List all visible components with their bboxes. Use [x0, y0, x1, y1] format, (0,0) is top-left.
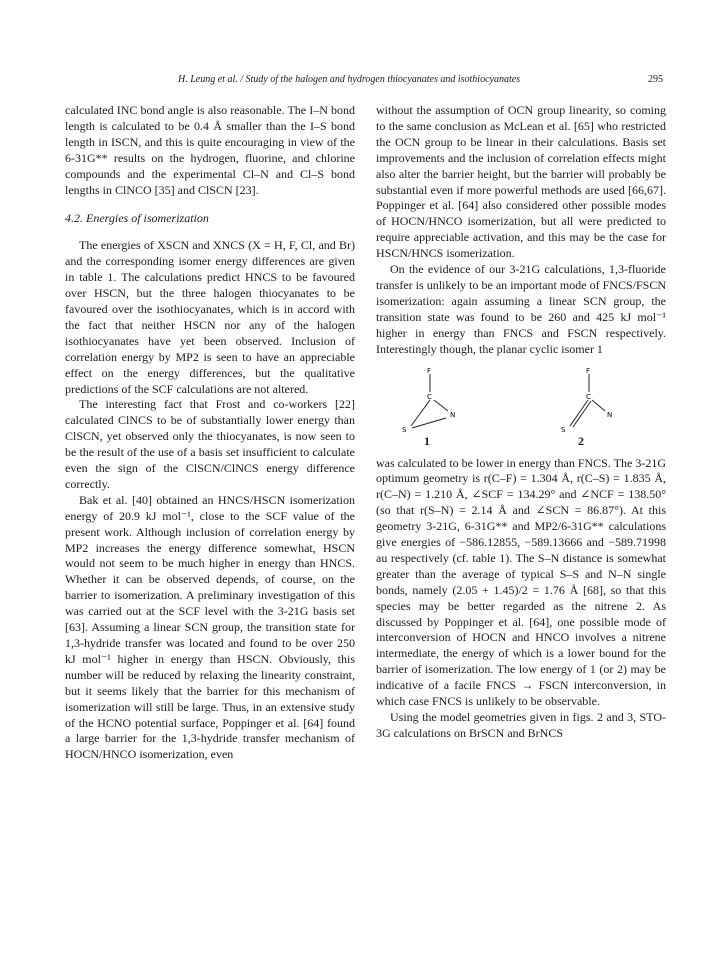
atom-c-1: C	[427, 392, 432, 401]
atom-s-1: S	[402, 425, 407, 434]
atom-f-2: F	[586, 366, 591, 375]
running-header	[0, 74, 720, 88]
paragraph-continuation: calculated INC bond angle is also reasonable. The I–N bond length is calculated to be 0.4 Å smaller than the I–S bond length in ISCN, and this is quite encouraging in view of the 6-31G** results on the hydrogen, fluorine, and chlorine compounds and the experimental Cl–N and Cl–S bond lengths in ClNCO [35] and ClSCN [23].	[65, 103, 355, 197]
structure-label-1: 1	[424, 433, 430, 448]
atom-f-1: F	[427, 366, 432, 375]
paragraph-fluoride-transfer: On the evidence of our 3-21G calculations, 1,3-fluoride transfer is unlikely to be an important mode of FNCS/FSCN isomerization: again assuming a linear SCN group, the transition state was found to be 260 and 425 kJ mol⁻¹ higher in energy than FNCS and FSCN respectively. Interestingly though, the planar cyclic isomer 1	[376, 262, 666, 356]
atom-n-2: N	[607, 410, 613, 419]
atom-c-2: C	[586, 392, 591, 401]
paragraph-model-geometries: Using the model geometries given in figs. 2 and 3, STO-3G calculations on BrSCN and BrNCS	[376, 710, 666, 740]
page-number: 295	[648, 74, 663, 85]
bond-s-n-1	[412, 418, 446, 428]
structure-label-2: 2	[578, 433, 584, 448]
bond-c-n-2	[592, 400, 605, 411]
paragraph-geometry: was calculated to be lower in energy than FNCS. The 3-21G optimum geometry is r(C–F) = 1.304 Å, r(C–S) = 1.835 Å, r(C–N) = 1.210 Å, ∠SCF = 134.29° and ∠NCF = 138.50° (so that r(S–N) = 2.14 Å and ∠SCN = 86.87°). At this geometry 3-21G, 6-31G** and MP2/6-31G** calculations give energies of −586.12855, −589.13666 and −589.71998 au respectively (cf. table 1). The S–N distance is somewhat greater than the average of typical S–S and N–N single bonds, namely (2.05 + 1.45)/2 = 1.76 Å [68], so that this species may be better regarded as the nitrene 2. As discussed by Poppinger et al. [64], one possible mode of interconversion of HOCN and HNCO involves a nitrene intermediate, the energy of which is a lower bound for the barrier of isomerization. The low energy of 1 (or 2) may be indicative of a facile FNCS → FSCN interconversion, in which case FNCS is unlikely to be observable.	[376, 455, 666, 709]
bond-c-s-2b	[573, 401, 591, 427]
paragraph-energies: The energies of XSCN and XNCS (X = H, F, Cl, and Br) and the corresponding isomer energy differences are given in table 1. The calculations predict HNCS to be favoured over HSCN, but the three halogen thiocyanates to be favoured over the isothiocyanates, which is in accord with the fact that neither HSCN nor any of the halogen isothiocyanates have yet been observed. Inclusion of correlation energy by MP2 is seen to have an appreciable effect on the energy differences, but the qualitative predictions of the SCF calculations are not altered.	[65, 238, 355, 396]
right-column	[376, 103, 666, 742]
bond-c-s-1	[411, 400, 430, 426]
atom-n-1: N	[450, 410, 456, 419]
paragraph-frost: The interesting fact that Frost and co-workers [22] calculated ClNCS to be of substantially lower energy than ClSCN, yet observed only the thiocyanates, is now seen to be the result of the use of a basis set insufficient to calculate even the sign of the ClSCN/ClNCS energy difference correctly.	[65, 397, 355, 491]
section-heading: 4.2. Energies of isomerization	[65, 211, 209, 226]
running-title: H. Leung et al. / Study of the halogen and hydrogen thiocyanates and isothiocyanates	[178, 74, 521, 85]
bond-c-s-2a	[570, 400, 588, 426]
left-column	[65, 103, 355, 763]
structure-figure	[376, 364, 666, 452]
structure-drawing	[376, 364, 666, 452]
paragraph-bak: Bak et al. [40] obtained an HNCS/HSCN isomerization energy of 20.9 kJ mol⁻¹, close to the SCF value of the present work. Although inclusion of correlation energy by MP2 increases the energy difference somewhat, HSCN would not seem to be much higher in energy than HNCS. Whether it can be observed depends, of course, on the barrier to isomerization. A preliminary investigation of this was carried out at the SCF level with the 3-21G basis set [63]. Assuming a linear SCN group, the transition state for 1,3-hydride transfer was located and found to be over 250 kJ mol⁻¹ higher in energy than HSCN. Obviously, this number will be reduced by relaxing the linearity constraint, but it seems likely that the barrier for this mechanism of isomerization will still be large. Thus, in an extensive study of the HCNO potential surface, Poppinger et al. [64] found a large barrier for the 1,3-hydride transfer mechanism of HOCN/HNCO isomerization, even	[65, 492, 355, 762]
paragraph-continuation-right: without the assumption of OCN group linearity, so coming to the same conclusion as McLean et al. [65] who restricted the OCN group to be linear in their calculations. Basis set improvements and the inclusion of correlation effects might also alter the barrier height, but the barrier will probably be substantial even if more powerful methods are used [66,67]. Poppinger et al. [64] also considered other possible modes of HOCN/HNCO isomerization, but all were predicted to require appreciable activation, and this may be the case for HSCN/HNCS isomerization.	[376, 103, 666, 261]
structure-1	[411, 374, 448, 428]
atom-s-2: S	[561, 425, 566, 434]
bond-c-n-1	[434, 400, 448, 411]
